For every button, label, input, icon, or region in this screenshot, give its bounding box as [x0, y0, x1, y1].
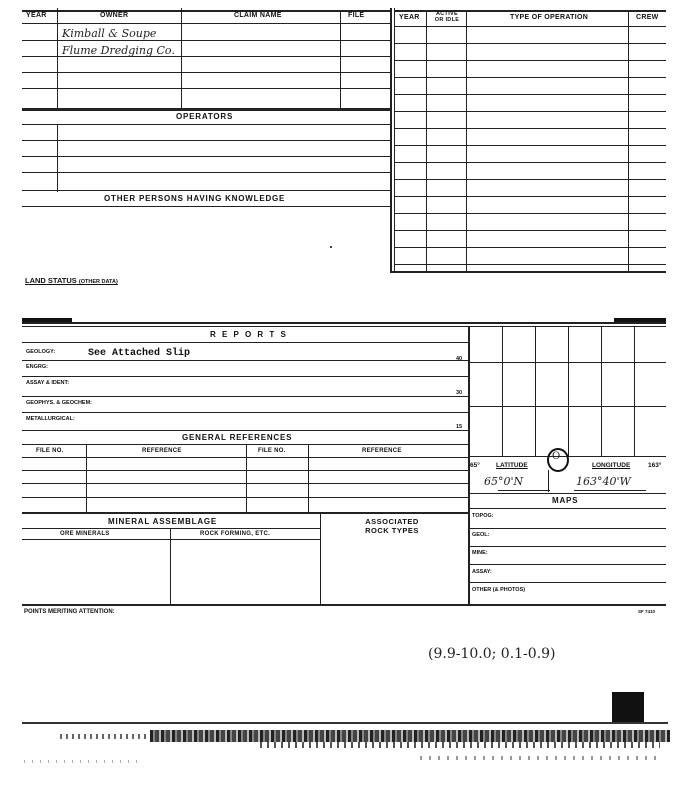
form-number: SF 7410: [638, 609, 656, 614]
col-header-owner: OWNER: [100, 12, 129, 19]
latitude-label: LATITUDE: [496, 462, 528, 469]
maps-geol: GEOL:: [472, 532, 490, 538]
lat-prefix: 65°: [470, 462, 480, 469]
general-references-title: GENERAL REFERENCES: [182, 433, 293, 442]
maps-topog: TOPOG:: [472, 513, 494, 519]
ops-header-crew: CREW: [636, 14, 659, 21]
other-persons-title: OTHER PERSONS HAVING KNOWLEDGE: [104, 194, 286, 203]
maps-other: OTHER (& PHOTOS): [472, 587, 526, 593]
maps-assay: ASSAY:: [472, 569, 492, 575]
land-status-sub: (OTHER DATA): [78, 279, 118, 285]
maps-mine: MINE:: [472, 550, 488, 556]
ops-header-active-idle: [432, 11, 462, 23]
col-header-claim-name: CLAIM NAME: [234, 12, 282, 19]
report-number-15: 15: [456, 424, 463, 430]
associated-label: ASSOCIATED: [365, 517, 419, 526]
operators-title: OPERATORS: [176, 112, 234, 121]
associated-rock-types-header: [352, 517, 432, 535]
col-header-year: YEAR: [26, 12, 47, 19]
longitude-label: LONGITUDE: [592, 462, 631, 469]
circled-value: O: [552, 451, 561, 462]
ops-header-type-of-operation: TYPE OF OPERATION: [510, 14, 589, 21]
ref-header-reference-1: REFERENCE: [142, 448, 182, 454]
latitude-value: 65°0'N: [484, 475, 524, 488]
rock-forming-header: ROCK FORMING, ETC.: [200, 531, 271, 537]
ore-minerals-header: ORE MINERALS: [60, 531, 110, 537]
ref-header-file-no-1: FILE NO.: [36, 448, 64, 454]
rock-types-label: ROCK TYPES: [365, 526, 419, 535]
ref-header-reference-2: REFERENCE: [362, 448, 402, 454]
geology-value: See Attached Slip: [88, 348, 191, 359]
land-status-label: LAND STATUS: [25, 276, 77, 285]
ops-header-year: YEAR: [399, 14, 420, 21]
lon-suffix: 163°: [648, 462, 662, 469]
coordinates-note: (9.9-10.0; 0.1-0.9): [428, 646, 556, 662]
report-label-geophys: GEOPHYS. & GEOCHEM:: [26, 400, 93, 406]
ops-header-active: ACTIVE: [436, 11, 458, 17]
report-label-geology: GEOLOGY:: [26, 349, 56, 355]
ops-header-or-idle: OR IDLE: [434, 17, 460, 23]
longitude-value: 163°40'W: [576, 475, 631, 488]
report-number-40: 40: [456, 356, 463, 362]
report-label-engrg: ENGRG:: [26, 364, 48, 370]
maps-title: MAPS: [552, 496, 579, 505]
points-meriting-attention: POINTS MERITING ATTENTION:: [24, 609, 115, 615]
report-label-assay: ASSAY & IDENT:: [26, 380, 70, 386]
reports-title: R E P O R T S: [210, 330, 288, 339]
land-status: [25, 276, 118, 285]
ref-header-file-no-2: FILE NO.: [258, 448, 286, 454]
owner-entry-1: Kimball & Soupe: [62, 27, 157, 40]
col-header-file: FILE: [348, 12, 365, 19]
report-number-30: 30: [456, 390, 463, 396]
report-label-metallurgical: METALLURGICAL:: [26, 416, 75, 422]
mineral-assemblage-title: MINERAL ASSEMBLAGE: [108, 517, 218, 526]
owner-entry-2: Flume Dredging Co.: [62, 44, 175, 57]
